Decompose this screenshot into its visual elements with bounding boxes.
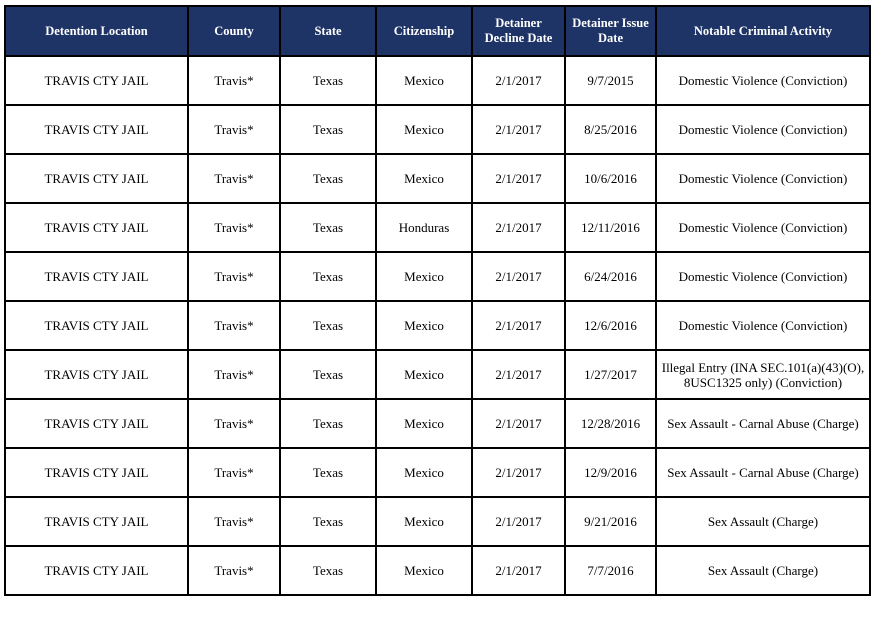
- header-row: [5, 6, 870, 56]
- cell-issue-date: 12/11/2016: [565, 203, 656, 252]
- table-row: [5, 350, 870, 399]
- cell-county: Travis*: [188, 105, 280, 154]
- cell-issue-date: 12/9/2016: [565, 448, 656, 497]
- cell-issue-date: 12/6/2016: [565, 301, 656, 350]
- cell-county: Travis*: [188, 56, 280, 105]
- cell-citizenship: Mexico: [376, 105, 472, 154]
- cell-citizenship: Mexico: [376, 252, 472, 301]
- header-detainer-issue-date: Detainer Issue Date: [565, 6, 656, 56]
- table-row: [5, 203, 870, 252]
- cell-decline-date: 2/1/2017: [472, 301, 565, 350]
- cell-state: Texas: [280, 546, 376, 595]
- cell-decline-date: 2/1/2017: [472, 497, 565, 546]
- cell-decline-date: 2/1/2017: [472, 105, 565, 154]
- cell-activity: Sex Assault (Charge): [656, 497, 870, 546]
- cell-decline-date: 2/1/2017: [472, 546, 565, 595]
- cell-issue-date: 6/24/2016: [565, 252, 656, 301]
- cell-decline-date: 2/1/2017: [472, 350, 565, 399]
- cell-citizenship: Mexico: [376, 56, 472, 105]
- table-row: [5, 154, 870, 203]
- header-detainer-decline-date: Detainer Decline Date: [472, 6, 565, 56]
- detainer-decline-table: [4, 5, 871, 596]
- cell-location: TRAVIS CTY JAIL: [5, 350, 188, 399]
- cell-county: Travis*: [188, 399, 280, 448]
- cell-county: Travis*: [188, 448, 280, 497]
- cell-location: TRAVIS CTY JAIL: [5, 546, 188, 595]
- cell-location: TRAVIS CTY JAIL: [5, 203, 188, 252]
- cell-citizenship: Mexico: [376, 448, 472, 497]
- table-row: [5, 546, 870, 595]
- cell-county: Travis*: [188, 546, 280, 595]
- cell-citizenship: Mexico: [376, 350, 472, 399]
- cell-county: Travis*: [188, 203, 280, 252]
- cell-issue-date: 7/7/2016: [565, 546, 656, 595]
- table-row: [5, 252, 870, 301]
- cell-county: Travis*: [188, 350, 280, 399]
- cell-activity: Domestic Violence (Conviction): [656, 301, 870, 350]
- table-row: [5, 301, 870, 350]
- cell-state: Texas: [280, 154, 376, 203]
- table-row: [5, 56, 870, 105]
- cell-citizenship: Mexico: [376, 154, 472, 203]
- cell-state: Texas: [280, 105, 376, 154]
- cell-decline-date: 2/1/2017: [472, 399, 565, 448]
- table-row: [5, 105, 870, 154]
- cell-decline-date: 2/1/2017: [472, 154, 565, 203]
- cell-state: Texas: [280, 448, 376, 497]
- cell-activity: Domestic Violence (Conviction): [656, 203, 870, 252]
- cell-decline-date: 2/1/2017: [472, 252, 565, 301]
- cell-activity: Illegal Entry (INA SEC.101(a)(43)(O), 8USC1325 only) (Conviction): [656, 350, 870, 399]
- cell-county: Travis*: [188, 154, 280, 203]
- cell-citizenship: Mexico: [376, 497, 472, 546]
- header-detention-location: Detention Location: [5, 6, 188, 56]
- table-row: [5, 399, 870, 448]
- table-header: [5, 6, 870, 56]
- cell-activity: Domestic Violence (Conviction): [656, 56, 870, 105]
- cell-location: TRAVIS CTY JAIL: [5, 399, 188, 448]
- detainer-table-container: [4, 5, 869, 596]
- cell-location: TRAVIS CTY JAIL: [5, 105, 188, 154]
- cell-state: Texas: [280, 399, 376, 448]
- cell-state: Texas: [280, 301, 376, 350]
- cell-decline-date: 2/1/2017: [472, 448, 565, 497]
- cell-issue-date: 9/7/2015: [565, 56, 656, 105]
- cell-state: Texas: [280, 350, 376, 399]
- table-row: [5, 497, 870, 546]
- header-county: County: [188, 6, 280, 56]
- cell-citizenship: Honduras: [376, 203, 472, 252]
- cell-location: TRAVIS CTY JAIL: [5, 154, 188, 203]
- cell-activity: Sex Assault (Charge): [656, 546, 870, 595]
- cell-citizenship: Mexico: [376, 546, 472, 595]
- cell-citizenship: Mexico: [376, 399, 472, 448]
- cell-activity: Sex Assault - Carnal Abuse (Charge): [656, 448, 870, 497]
- header-state: State: [280, 6, 376, 56]
- cell-activity: Domestic Violence (Conviction): [656, 154, 870, 203]
- cell-decline-date: 2/1/2017: [472, 56, 565, 105]
- cell-county: Travis*: [188, 301, 280, 350]
- cell-location: TRAVIS CTY JAIL: [5, 448, 188, 497]
- cell-county: Travis*: [188, 497, 280, 546]
- cell-county: Travis*: [188, 252, 280, 301]
- cell-activity: Domestic Violence (Conviction): [656, 252, 870, 301]
- cell-state: Texas: [280, 56, 376, 105]
- cell-location: TRAVIS CTY JAIL: [5, 56, 188, 105]
- cell-issue-date: 12/28/2016: [565, 399, 656, 448]
- cell-location: TRAVIS CTY JAIL: [5, 252, 188, 301]
- header-citizenship: Citizenship: [376, 6, 472, 56]
- cell-issue-date: 1/27/2017: [565, 350, 656, 399]
- cell-state: Texas: [280, 497, 376, 546]
- cell-state: Texas: [280, 203, 376, 252]
- cell-activity: Sex Assault - Carnal Abuse (Charge): [656, 399, 870, 448]
- cell-decline-date: 2/1/2017: [472, 203, 565, 252]
- cell-location: TRAVIS CTY JAIL: [5, 301, 188, 350]
- cell-citizenship: Mexico: [376, 301, 472, 350]
- cell-activity: Domestic Violence (Conviction): [656, 105, 870, 154]
- table-row: [5, 448, 870, 497]
- cell-state: Texas: [280, 252, 376, 301]
- cell-issue-date: 9/21/2016: [565, 497, 656, 546]
- cell-location: TRAVIS CTY JAIL: [5, 497, 188, 546]
- header-notable-criminal-activity: Notable Criminal Activity: [656, 6, 870, 56]
- cell-issue-date: 10/6/2016: [565, 154, 656, 203]
- table-body: [5, 56, 870, 595]
- cell-issue-date: 8/25/2016: [565, 105, 656, 154]
